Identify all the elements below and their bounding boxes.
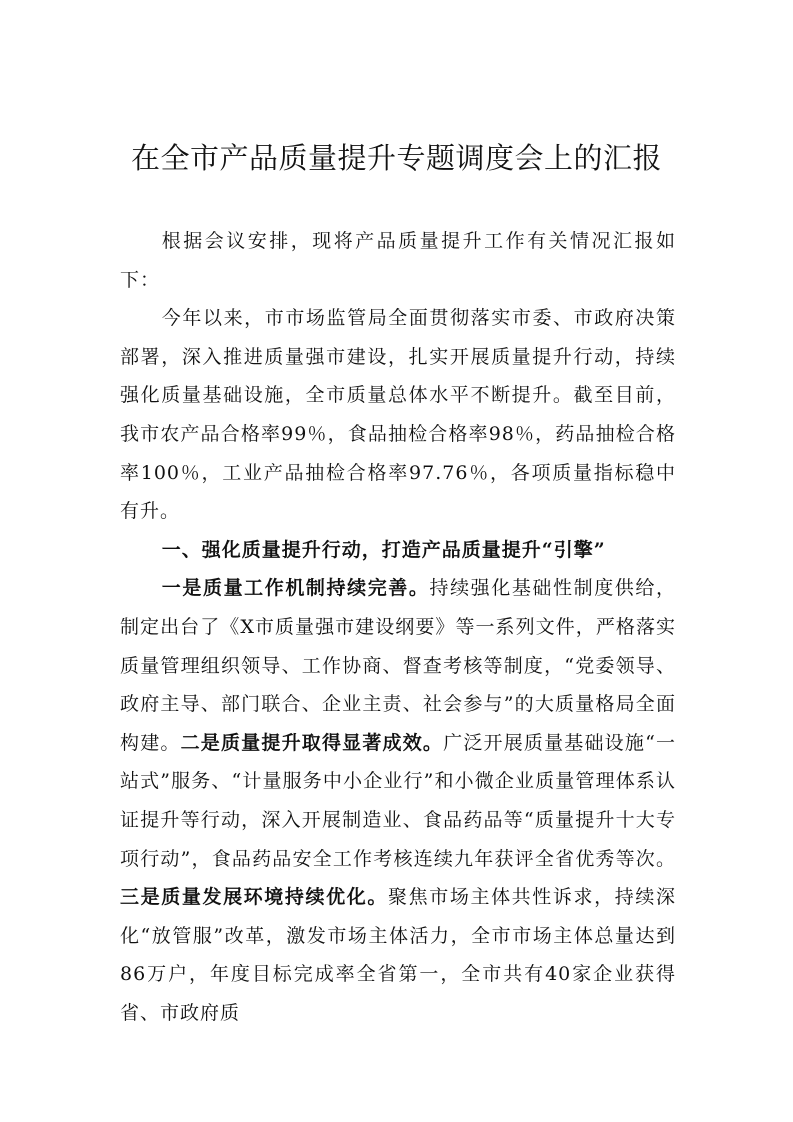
overview-paragraph: 今年以来，市市场监管局全面贯彻落实市委、市政府决策部署，深入推进质量强市建设，扎实开展质量提升行动，持续强化质量基础设施，全市质量总体水平不断提升。截至目前，我市农产品合格率99％，食品抽检合格率98％，药品抽检合格率100％，工业产品抽检合格率97.76％，各项质量指标稳中有升。 — [120, 307, 676, 523]
point-text-2: 广泛开展质量基础设施“一站式”服务、“计量服务中小企业行”和小微企业质量管理体系认证提升等行动，深入开展制造业、食品药品等“质量提升十大专项行动”，食品药品安全工作考核连续九年获评全省优秀等次。 — [120, 731, 676, 870]
point-lead-3: 三是质量发展环境持续优化。 — [120, 886, 388, 909]
intro-paragraph: 根据会议安排，现将产品质量提升工作有关情况汇报如下： — [120, 230, 676, 291]
point-text-3: 聚焦市场主体共性诉求，持续深化“放管服”改革，激发市场主体活力，全市市场主体总量达到86万户，年度目标完成率全省第一，全市共有40家企业获得省、市政府质 — [120, 886, 676, 1024]
point-lead-1: 一是质量工作机制持续完善。 — [161, 577, 430, 600]
section-heading-1: 一、强化质量提升行动，打造产品质量提升“引擎” — [161, 538, 606, 561]
point-text-1: 持续强化基础性制度供给，制定出台了《X市质量强市建设纲要》等一系列文件，严格落实质量管理组织领导、工作协商、督查考核等制度，“党委领导、政府主导、部门联合、企业主责、社会参与”的大质量格局全面构建。 — [120, 577, 676, 754]
document-title: 在全市产品质量提升专题调度会上的汇报 — [130, 141, 662, 175]
point-lead-2: 二是质量提升取得显著成效。 — [180, 731, 444, 754]
section-1-paragraph — [120, 569, 676, 1032]
document-body — [120, 222, 676, 1032]
